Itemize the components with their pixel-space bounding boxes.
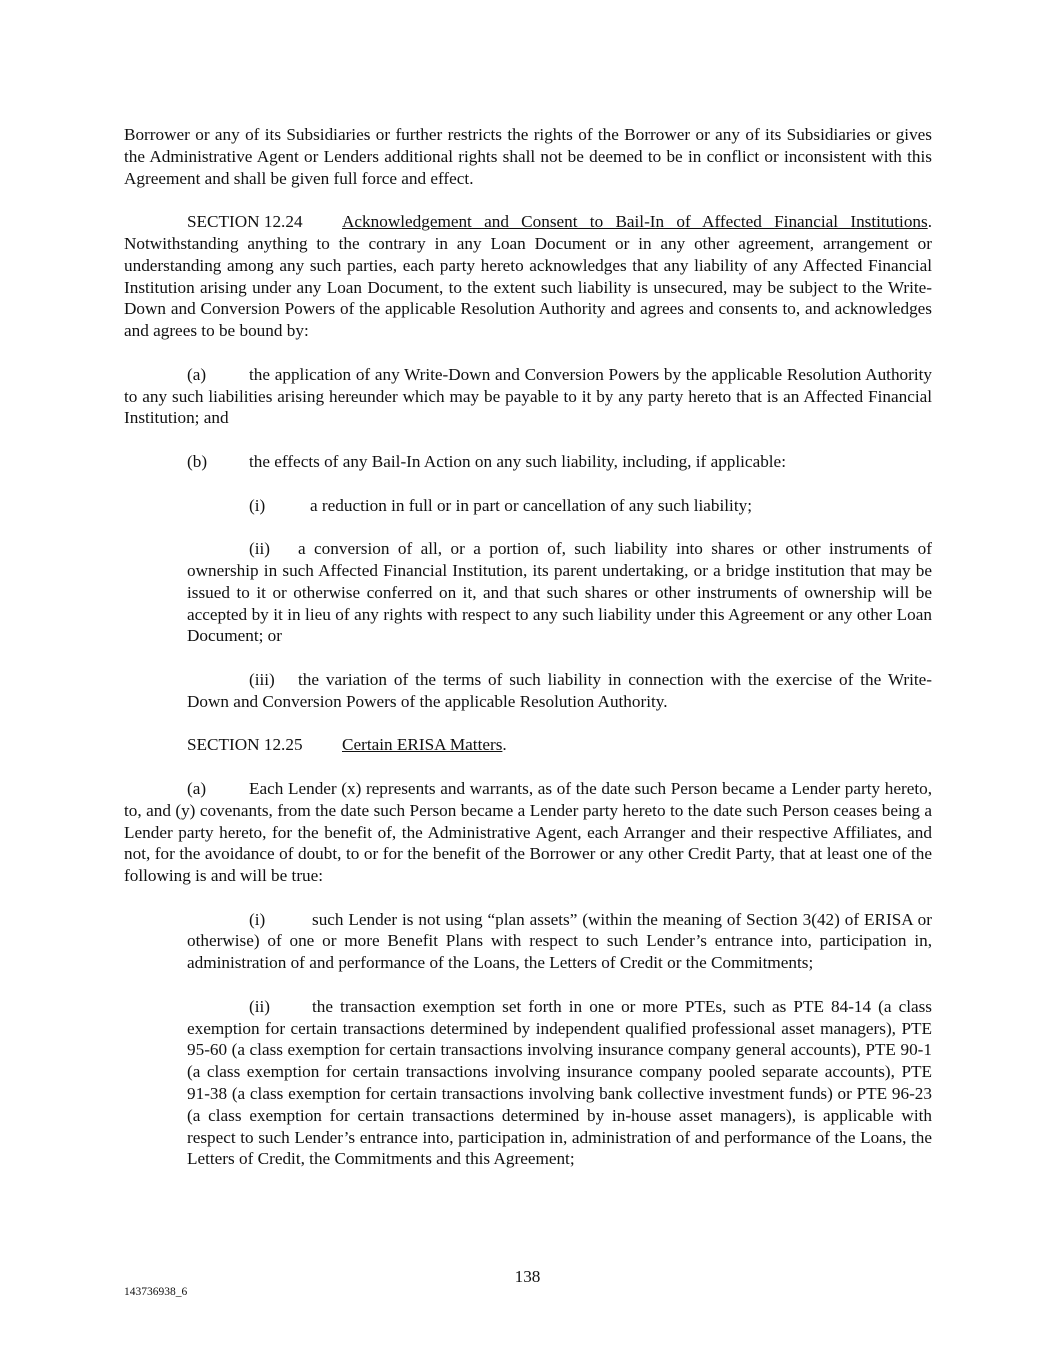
section-12-24-body: Notwithstanding anything to the contrary in any Loan Document or in any other agreement, arrangement or understanding among any such parties, each party hereto acknowledges that any liability of any Affected Financial Institution arising under any Loan Document, to the extent such liability is unsecured, may be subject to the Write-Down and Conversion Powers of the applicable Resolution Authority and agrees and consents to, and acknowledges and agrees to be bound by: bbox=[124, 233, 932, 341]
section-12-25: SECTION 12.25 Certain ERISA Matters. bbox=[187, 735, 507, 755]
section-12-25-title: Certain ERISA Matters bbox=[342, 735, 503, 755]
clause-b bbox=[124, 451, 932, 473]
section-12-25-number: SECTION 12.25 bbox=[187, 735, 303, 755]
section-12-25-clause-ii-text: the transaction exemption set forth in one or more PTEs, such as PTE 84-14 (a class exemption for certain transactions determined by independent qualified professional asset managers), PTE 95-60 (a class exemption for certain transactions involving insurance company general accounts), PTE 90-1 (a class exemption for certain transactions involving insurance company pooled separate accounts), PTE 91-38 (a class exemption for certain transactions involving bank collective investment funds) or PTE 96-23 (a class exemption for certain transactions determined by in-house asset managers), is applicable with respect to such Lender’s entrance into, participation in, administration of and performance of the Loans, the Letters of Credit, the Commitments and this Agreement; bbox=[187, 996, 932, 1169]
clause-b-ii bbox=[124, 538, 932, 647]
section-12-25-clause-i-text: such Lender is not using “plan assets” (within the meaning of Section 3(42) of ERISA or otherwise) of one or more Benefit Plans with respect to such Lender’s entrance into, participation in, administration of and performance of the Loans, the Letters of Credit or the Commitments; bbox=[187, 909, 932, 973]
clause-b-text: the effects of any Bail-In Action on any such liability, including, if applicable: bbox=[249, 451, 786, 471]
page-body bbox=[124, 124, 932, 1192]
clause-a bbox=[124, 364, 932, 429]
carryover-paragraph: Borrower or any of its Subsidiaries or further restricts the rights of the Borrower or any of its Subsidiaries or gives the Administrative Agent or Lenders additional rights shall not be deemed to be in conflict or inconsistent with this Agreement and shall be given full force and effect. bbox=[124, 125, 932, 188]
section-12-24: SECTION 12.24 Acknowledgement and Consent to Bail-In of Affected Financial Institutions. Notwithstanding anything to the contrary in any Loan Document or in any other agreement, arrangement or understanding among any such parties, each party hereto acknowledges that any liability of any Affected Financial Institution arising under any Loan Document, to the extent such liability is unsecured, may be subject to the Write-Down and Conversion Powers of the applicable Resolution Authority and agrees and consents to, and acknowledges and agrees to be bound by: bbox=[124, 212, 932, 341]
section-12-24-title: Acknowledgement and Consent to Bail-In of Affected Financial Institutions bbox=[342, 212, 928, 232]
section-12-25-clause-ii bbox=[124, 996, 932, 1170]
clause-a-label: (a) bbox=[187, 364, 207, 384]
clause-a-text: the application of any Write-Down and Conversion Powers by the applicable Resolution Authority to any such liabilities arising hereunder which may be payable to it by any party hereto that is an Affected Financial Institution; and bbox=[124, 364, 932, 428]
clause-b-iii-label: (iii) bbox=[249, 669, 275, 689]
section-12-25-clause-a bbox=[124, 778, 932, 887]
document-id: 143736938_6 bbox=[124, 1286, 188, 1298]
clause-b-ii-label: (ii) bbox=[249, 539, 270, 559]
clause-b-iii-text: the variation of the terms of such liability in connection with the exercise of the Write-Down and Conversion Powers of the applicable Resolution Authority. bbox=[187, 669, 932, 711]
section-12-25-clause-a-label: (a) bbox=[187, 778, 207, 798]
section-12-25-clause-i-label: (i) bbox=[249, 909, 266, 929]
clause-b-i bbox=[124, 495, 932, 517]
page-number: 138 bbox=[514, 1267, 541, 1286]
section-12-25-clause-ii-label: (ii) bbox=[249, 996, 270, 1016]
clause-b-iii bbox=[124, 669, 932, 713]
clause-b-i-text: a reduction in full or in part or cancellation of any such liability; bbox=[310, 495, 752, 515]
clause-b-i-label: (i) bbox=[249, 495, 266, 515]
clause-b-ii-text: a conversion of all, or a portion of, such liability into shares or other instruments of ownership in such Affected Financial Institution, its parent undertaking, or a bridge institution that may be issued to it or otherwise conferred on it, and that such shares or other instruments of ownership will be accepted by it in lieu of any rights with respect to any such liability under this Agreement or any other Loan Document; or bbox=[187, 539, 932, 646]
section-12-25-clause-a-text: Each Lender (x) represents and warrants, as of the date such Person became a Lender party hereto, to, and (y) covenants, from the date such Person became a Lender party hereto to the date such Person ceases being a Lender party hereto, for the benefit of, the Administrative Agent, each Arranger and their respective Affiliates, and not, for the avoidance of doubt, to or for the benefit of the Borrower or any other Credit Party, that at least one of the following is and will be true: bbox=[124, 778, 932, 886]
section-12-24-number: SECTION 12.24 bbox=[187, 212, 303, 232]
clause-b-label: (b) bbox=[187, 451, 208, 471]
section-12-25-clause-i bbox=[124, 909, 932, 974]
